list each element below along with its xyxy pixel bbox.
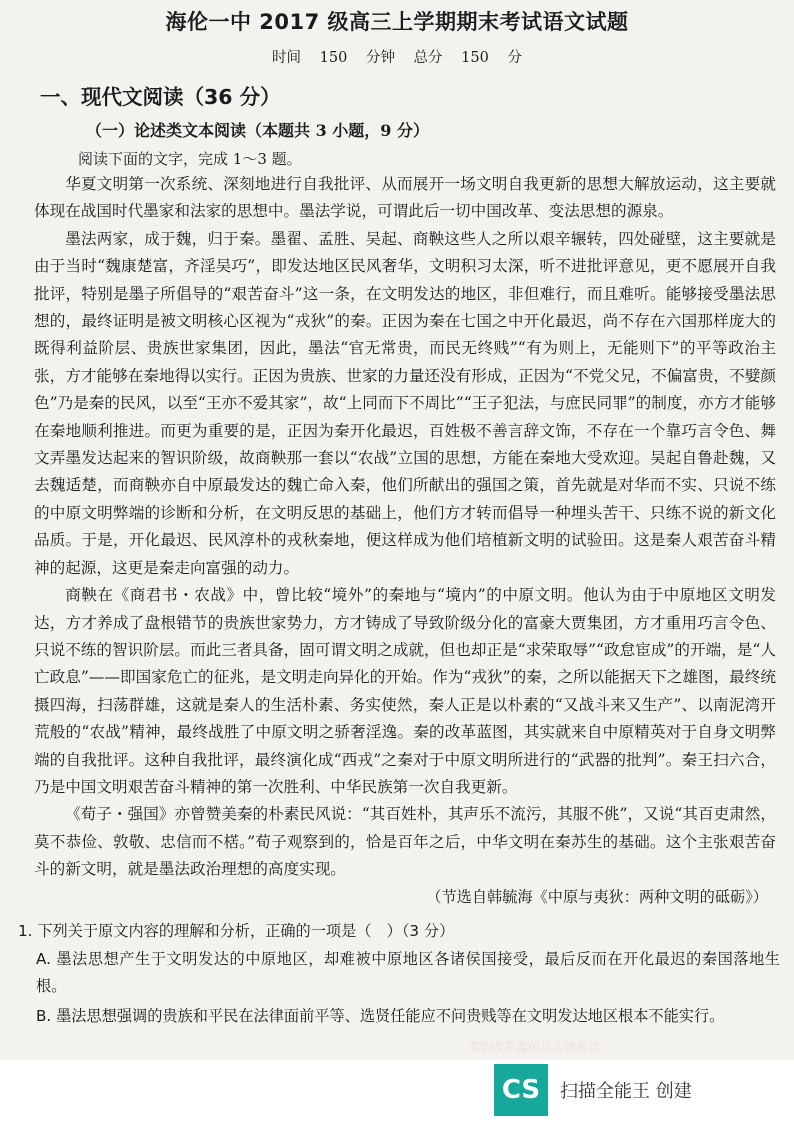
exam-subtitle: 时间 150 分钟 总分 150 分 (272, 50, 522, 66)
reading-instruction: 阅读下面的文字，完成 1～3 题。 (78, 150, 302, 168)
exam-title: 海伦一中 2017 级高三上学期期末考试语文试题 (165, 10, 629, 34)
question-1-stem: 1. 下列关于原文内容的理解和分析，正确的一项是（ ）（3 分） (18, 922, 455, 940)
scanner-caption: 扫描全能王 创建 (560, 1081, 692, 1102)
section-heading: 一、现代文阅读（36 分） (40, 85, 281, 109)
passage-paragraph-4: 《荀子・强国》亦曾赞美秦的朴素民风说：“其百姓朴，其声乐不流污，其服不佻”，又说“其百吏肃然，莫不恭俭、敦敬、忠信而不楛。”荀子观察到的，恰是百年之后，中华文明在秦苏生的基础。这个主张艰苦奋斗的新文明，就是墨法政治理想的高度实现。 (34, 805, 776, 879)
question-1 (18, 918, 780, 1032)
question-1-option-b: B. 墨法思想强调的贵族和平民在法律面前平等、选贤任能应不问贵贱等在文明发达地区根本不能实行。 (36, 1006, 725, 1025)
camscanner-logo-icon: CS (494, 1064, 548, 1116)
passage-paragraph-3: 商鞅在《商君书・农战》中，曾比较“境外”的秦地与“境内”的中原文明。他认为由于中原地区文明发达，方才养成了盘根错节的贵族世家势力，方才铸成了导致阶级分化的富豪大贾集团，方才重用巧言令色、只说不练的智识阶层。而此三者具备，固可谓文明之成就，但也却正是“求荣取辱”“政怠宦成”的开端，是“人亡政息”——即国家危亡的征兆，是文明走向异化的开始。作为“戎狄”的秦，之所以能据天下之雄图，最终统摄四海，扫荡群雄，这就是秦人的生活朴素、务实使然，秦人正是以朴素的“又战斗来又生产”、以南泥湾开荒般的“农战”精神，最终战胜了中原文明之骄奢淫逸。秦的改革蓝图，其实就来自中原精英对于自身文明弊端的自我批评。这种自我批评，最终演化成“西戎”之秦对于中原文明所进行的“武器的批判”。秦王扫六合，乃是中国文明艰苦奋斗精神的第一次胜利、中华民族第一次自我更新。 (34, 586, 776, 796)
passage-paragraph-1: 华夏文明第一次系统、深刻地进行自我批评、从而展开一场文明自我更新的思想大解放运动，这主要就体现在战国时代墨家和法家的思想中。墨法学说，可谓此后一切中国改革、变法思想的源泉。 (34, 175, 776, 221)
subsection-heading: （一）论述类文本阅读（本题共 3 小题，9 分） (86, 121, 429, 140)
reading-passage (34, 171, 776, 911)
passage-paragraph-2: 墨法两家，成于魏，归于秦。墨翟、孟胜、吴起、商鞅这些人之所以艰辛辗转，四处碰壁，这主要就是由于当时“魏康楚富，齐淫吴巧”，即发达地区民风奢华，文明积习太深，听不进批评意见，更不愿展开自我批评，特别是墨子所倡导的“艰苦奋斗”这一条，在文明发达的地区，非但难行，而且难听。能够接受墨法思想的，最终证明是被文明核心区视为“戎狄”的秦。正因为秦在七国之中开化最迟，尚不存在六国那样庞大的既得利益阶层、贵族世家集团，因此，墨法“官无常贵，而民无终贱”“有为则上，无能则下”的平等政治主张，方才能够在秦地得以实行。正因为贵族、世家的力量还没有形成，正因为“不党父兄，不偏富贵，不嬖颜色”乃是秦的民风，以至“王亦不爱其家”，故“上同而下不周比”“王子犯法，与庶民同罪”的制度，亦方才能够在秦地顺利推进。而更为重要的是，正因为秦开化最迟，百姓极不善言辞文饰，不存在一个靠巧言令色、舞文弄墨发达起来的智识阶级，故商鞅那一套以“农战”立国的思想，方能在秦地大受欢迎。吴起自鲁赴魏，又去魏适楚，而商鞅亦自中原最发达的魏亡命入秦，他们所献出的强国之策，首先就是对华而不实、只说不练的中原文明弊端的诊断和分析，在文明反思的基础上，他们方才转而倡导一种埋头苦干、只练不说的新文化品质。于是，开化最迟、民风淳朴的戎秋秦地，便这样成为他们培植新文明的试验田。这是秦人艰苦奋斗精神的起源，这更是秦走向富强的动力。 (34, 229, 776, 577)
question-1-option-a: A. 墨法思想产生于文明发达的中原地区，却难被中原地区各诸侯国接受，最后反而在开化最迟的秦国落地生根。 (36, 949, 780, 995)
passage-source: （节选自韩毓海《中原与夷狄：两种文明的砥砺》） (426, 887, 768, 906)
bleed-through-text: …………秦的改革蓝图其实就来自…… (420, 1040, 625, 1052)
